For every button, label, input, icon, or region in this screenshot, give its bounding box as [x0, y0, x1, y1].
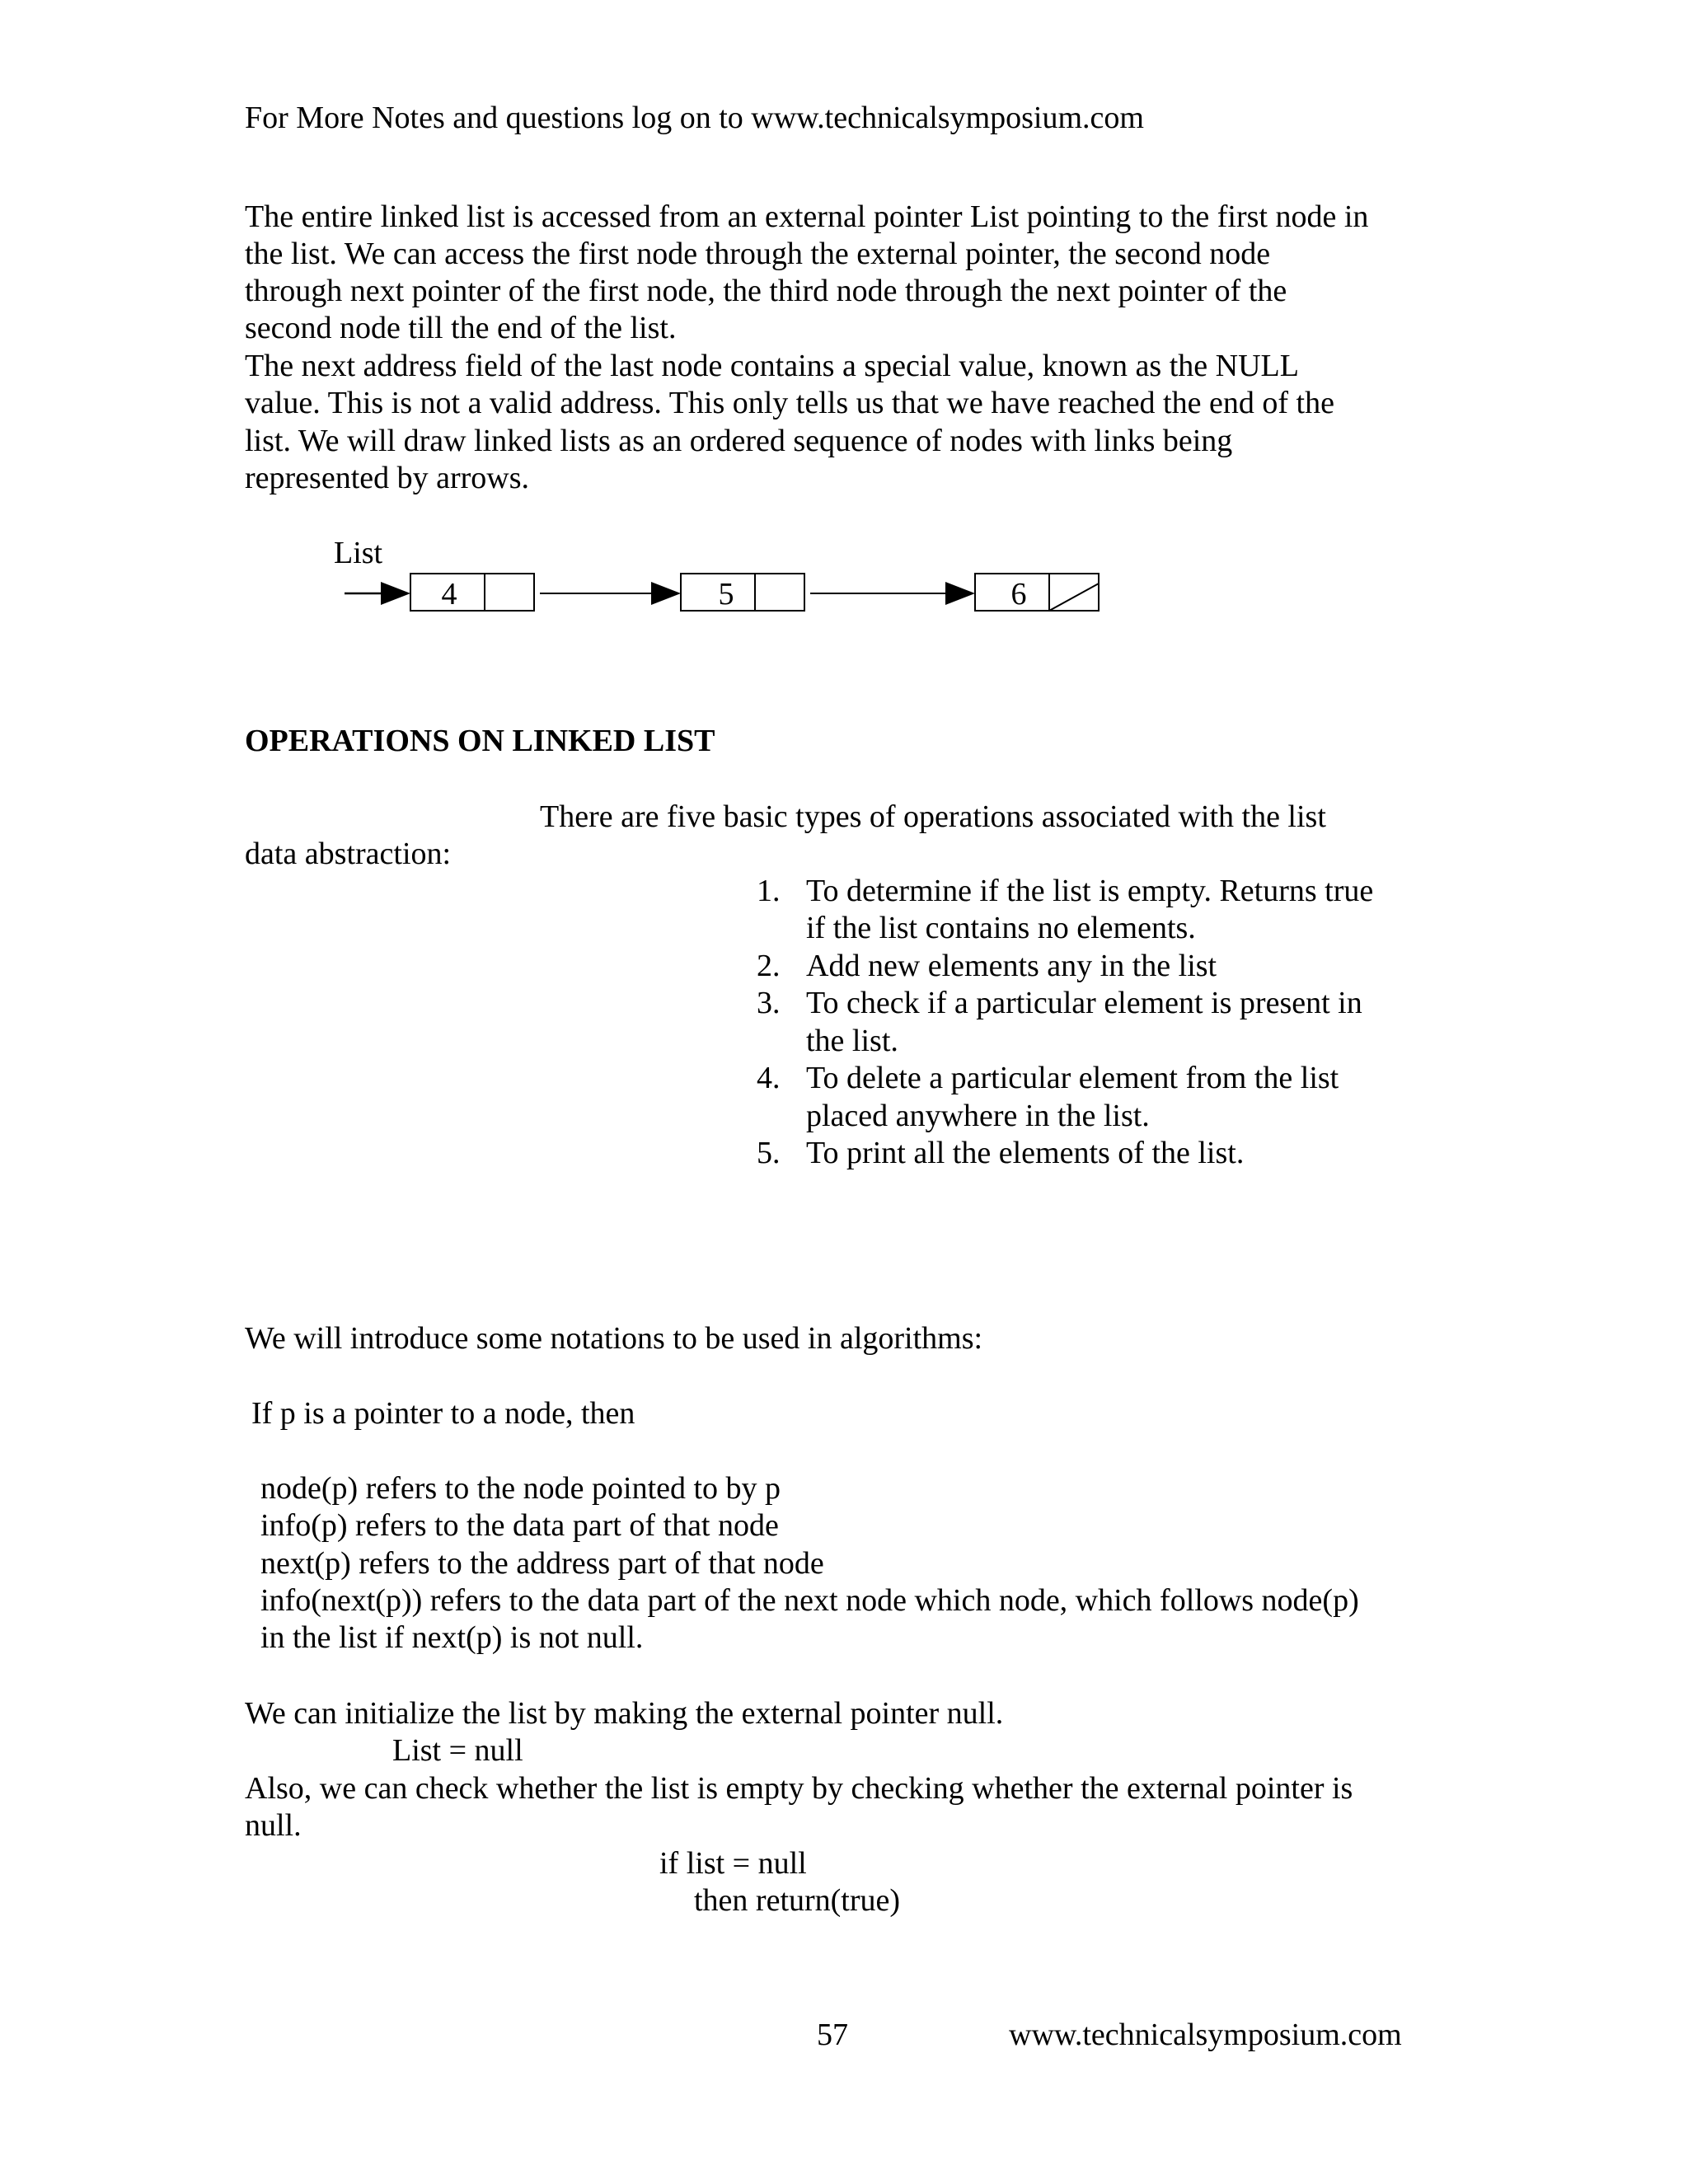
linked-list-diagram — [321, 536, 1129, 626]
node-value: 6 — [1010, 577, 1027, 612]
node-value: 4 — [441, 577, 457, 612]
list-pointer-label: List — [334, 536, 383, 570]
list-item: Add new elements any in the list — [806, 949, 1217, 983]
intro-line: second node till the end of the list. — [245, 311, 677, 345]
list-item-number: 4. — [757, 1061, 781, 1095]
list-item-number: 3. — [757, 986, 781, 1020]
notation-line: in the list if next(p) is not null. — [260, 1620, 644, 1655]
intro-line: list. We will draw linked lists as an ordered sequence of nodes with links being — [245, 424, 1233, 458]
node-link-arrow — [810, 582, 975, 605]
init-text: Also, we can check whether the list is empty by checking whether the external pointer is — [245, 1771, 1353, 1806]
list-node — [681, 574, 804, 612]
notation-line: info(p) refers to the data part of that node — [260, 1508, 779, 1543]
list-node — [410, 574, 534, 612]
list-item-number: 2. — [757, 949, 781, 983]
list-item: To check if a particular element is present in — [806, 986, 1362, 1020]
notation-line: info(next(p)) refers to the data part of the next node which node, which follows node(p) — [260, 1583, 1359, 1618]
list-item: if the list contains no elements. — [806, 911, 1196, 945]
list-item: To determine if the list is empty. Returns true — [806, 874, 1374, 908]
list-item-number: 5. — [757, 1136, 781, 1170]
list-item: placed anywhere in the list. — [806, 1099, 1150, 1133]
code-line: List = null — [392, 1733, 523, 1768]
intro-line: value. This is not a valid address. This only tells us that we have reached the end of the — [245, 386, 1334, 420]
init-text: null. — [245, 1808, 302, 1843]
code-line: if list = null — [659, 1846, 807, 1881]
list-item: the list. — [806, 1024, 898, 1058]
init-text: We can initialize the list by making the external pointer null. — [245, 1696, 1004, 1731]
intro-line: represented by arrows. — [245, 461, 530, 495]
intro-line: through next pointer of the first node, the third node through the next pointer of the — [245, 274, 1287, 308]
list-item: To print all the elements of the list. — [806, 1136, 1245, 1170]
code-line: then return(true) — [694, 1883, 901, 1918]
list-node — [975, 574, 1099, 612]
notation-line: next(p) refers to the address part of that node — [260, 1546, 824, 1581]
operations-intro: data abstraction: — [245, 837, 452, 871]
intro-line: The entire linked list is accessed from an external pointer List pointing to the first node in — [245, 199, 1369, 234]
notations-condition: If p is a pointer to a node, then — [251, 1396, 635, 1431]
operations-intro: There are five basic types of operations associated with the list — [540, 799, 1326, 834]
intro-line: The next address field of the last node contains a special value, known as the NULL — [245, 349, 1299, 383]
notation-line: node(p) refers to the node pointed to by p — [260, 1471, 781, 1506]
page-header: For More Notes and questions log on to www.technicalsymposium.com — [245, 101, 1144, 135]
node-link-arrow — [540, 582, 681, 605]
node-value: 5 — [718, 577, 734, 612]
list-pointer-arrow — [345, 582, 410, 605]
intro-line: the list. We can access the first node through the external pointer, the second node — [245, 237, 1271, 271]
list-item: To delete a particular element from the list — [806, 1061, 1339, 1095]
page-number: 57 — [817, 2018, 848, 2052]
notations-intro: We will introduce some notations to be used in algorithms: — [245, 1321, 983, 1356]
footer-site: www.technicalsymposium.com — [1009, 2018, 1402, 2052]
list-item-number: 1. — [757, 874, 781, 908]
section-heading: OPERATIONS ON LINKED LIST — [245, 724, 715, 758]
